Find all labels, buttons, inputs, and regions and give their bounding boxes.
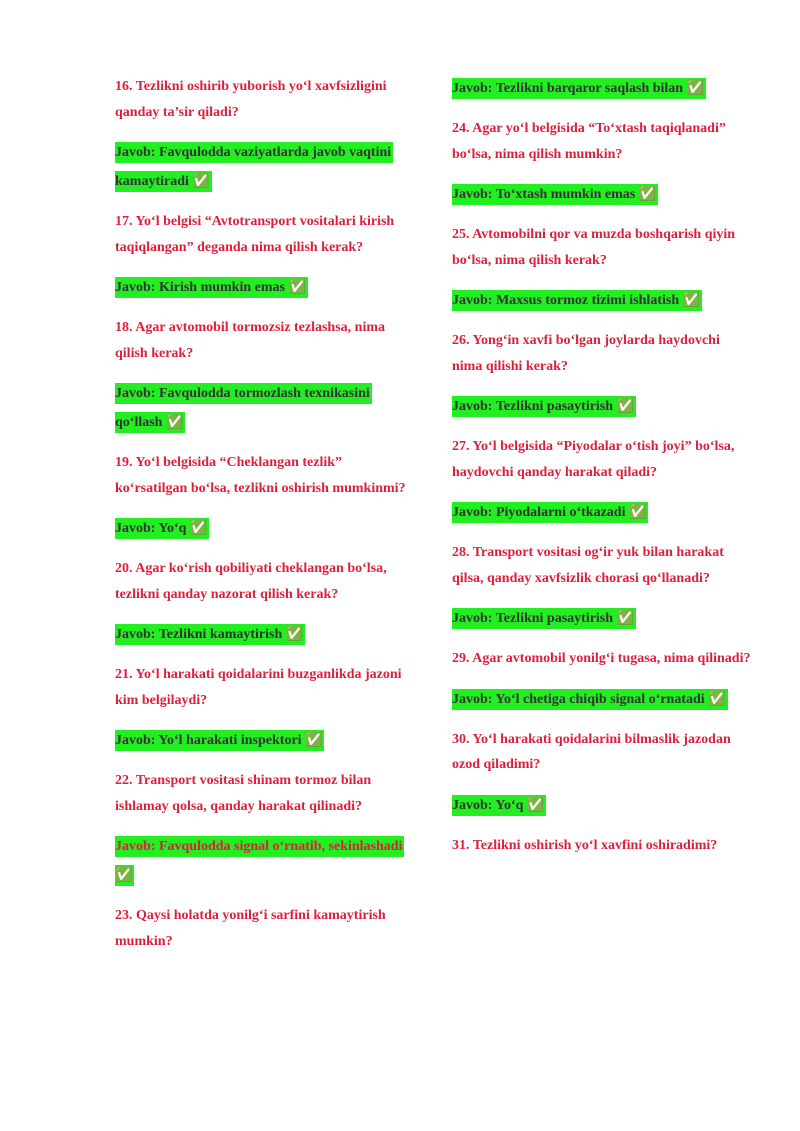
- question-31: 31. Tezlikni oshirish yo‘l xavfini oshiradimi?: [452, 837, 718, 853]
- question-26: 26. Yong‘in xavfi bo‘lgan joylarda haydovchi nima qilishi kerak?: [452, 333, 720, 374]
- answer-25: [452, 286, 752, 315]
- answer-highlight: Javob: Yo‘l chetiga chiqib signal o‘rnatadi ✅: [452, 689, 728, 710]
- answer-16: [115, 138, 415, 196]
- answer-highlight: Javob: Yo‘l harakati inspektori ✅: [115, 730, 324, 751]
- answer-20: [115, 620, 415, 649]
- question-18: 18. Agar avtomobil tormozsiz tezlashsa, nima qilish kerak?: [115, 320, 385, 361]
- answer-highlight: Javob: Tezlikni pasaytirish ✅: [452, 396, 636, 417]
- answer-highlight: Javob: Yo‘q ✅: [115, 518, 209, 539]
- question-19: 19. Yo‘l belgisida “Cheklangan tezlik” ko‘rsatilgan bo‘lsa, tezlikni oshirish mumkinmi?: [115, 455, 406, 496]
- answer-highlight: Javob: To‘xtash mumkin emas ✅: [452, 184, 658, 205]
- answer-highlight: Javob: Tezlikni kamaytirish ✅: [115, 624, 305, 645]
- question-17: 17. Yo‘l belgisi “Avtotransport vositalari kirish taqiqlangan” deganda nima qilish kerak?: [115, 214, 395, 255]
- left-column: [115, 74, 415, 967]
- answer-highlight: Javob: Maxsus tormoz tizimi ishlatish ✅: [452, 290, 702, 311]
- answer-29: [452, 685, 752, 714]
- answer-30: [452, 791, 752, 820]
- answer-23: [452, 74, 752, 103]
- answer-22: [115, 832, 415, 890]
- question-24: 24. Agar yo‘l belgisida “To‘xtash taqiqlanadi” bo‘lsa, nima qilish mumkin?: [452, 121, 726, 162]
- question-30: 30. Yo‘l harakati qoidalarini bilmaslik jazodan ozod qiladimi?: [452, 731, 731, 772]
- answer-18: [115, 379, 415, 437]
- answer-26: [452, 392, 752, 421]
- right-column: [452, 74, 752, 871]
- question-23: 23. Qaysi holatda yonilg‘i sarfini kamaytirish mumkin?: [115, 908, 386, 949]
- question-20: 20. Agar ko‘rish qobiliyati cheklangan bo‘lsa, tezlikni qanday nazorat qilish kerak?: [115, 561, 387, 602]
- answer-highlight: Javob: Tezlikni barqaror saqlash bilan ✅: [452, 78, 706, 99]
- answer-21: [115, 726, 415, 755]
- question-16: 16. Tezlikni oshirib yuborish yo‘l xavfsizligini qanday ta’sir qiladi?: [115, 79, 387, 120]
- question-27: 27. Yo‘l belgisida “Piyodalar o‘tish joyi” bo‘lsa, haydovchi qanday harakat qiladi?: [452, 439, 735, 480]
- answer-highlight: Javob: Yo‘q ✅: [452, 795, 546, 816]
- question-22: 22. Transport vositasi shinam tormoz bilan ishlamay qolsa, qanday harakat qilinadi?: [115, 773, 372, 814]
- question-21: 21. Yo‘l harakati qoidalarini buzganlikda jazoni kim belgilaydi?: [115, 667, 402, 708]
- answer-27: [452, 498, 752, 527]
- answer-28: [452, 604, 752, 633]
- answer-19: [115, 514, 415, 543]
- answer-highlight: Javob: Piyodalarni o‘tkazadi ✅: [452, 502, 648, 523]
- answer-highlight: Javob: Tezlikni pasaytirish ✅: [452, 608, 636, 629]
- answer-17: [115, 273, 415, 302]
- question-25: 25. Avtomobilni qor va muzda boshqarish qiyin bo‘lsa, nima qilish kerak?: [452, 227, 736, 268]
- answer-highlight: Javob: Favqulodda vaziyatlarda javob vaqtini kamaytiradi ✅: [115, 142, 393, 192]
- answer-24: [452, 180, 752, 209]
- answer-highlight: Javob: Kirish mumkin emas ✅: [115, 277, 308, 298]
- answer-highlight: Javob: Favqulodda signal o‘rnatib, sekinlashadi ✅: [115, 836, 404, 886]
- question-28: 28. Transport vositasi og‘ir yuk bilan harakat qilsa, qanday xavfsizlik chorasi qo‘llanadi?: [452, 545, 724, 586]
- answer-highlight: Javob: Favqulodda tormozlash texnikasini qo‘llash ✅: [115, 383, 372, 433]
- question-29: 29. Agar avtomobil yonilg‘i tugasa, nima qilinadi?: [452, 651, 751, 666]
